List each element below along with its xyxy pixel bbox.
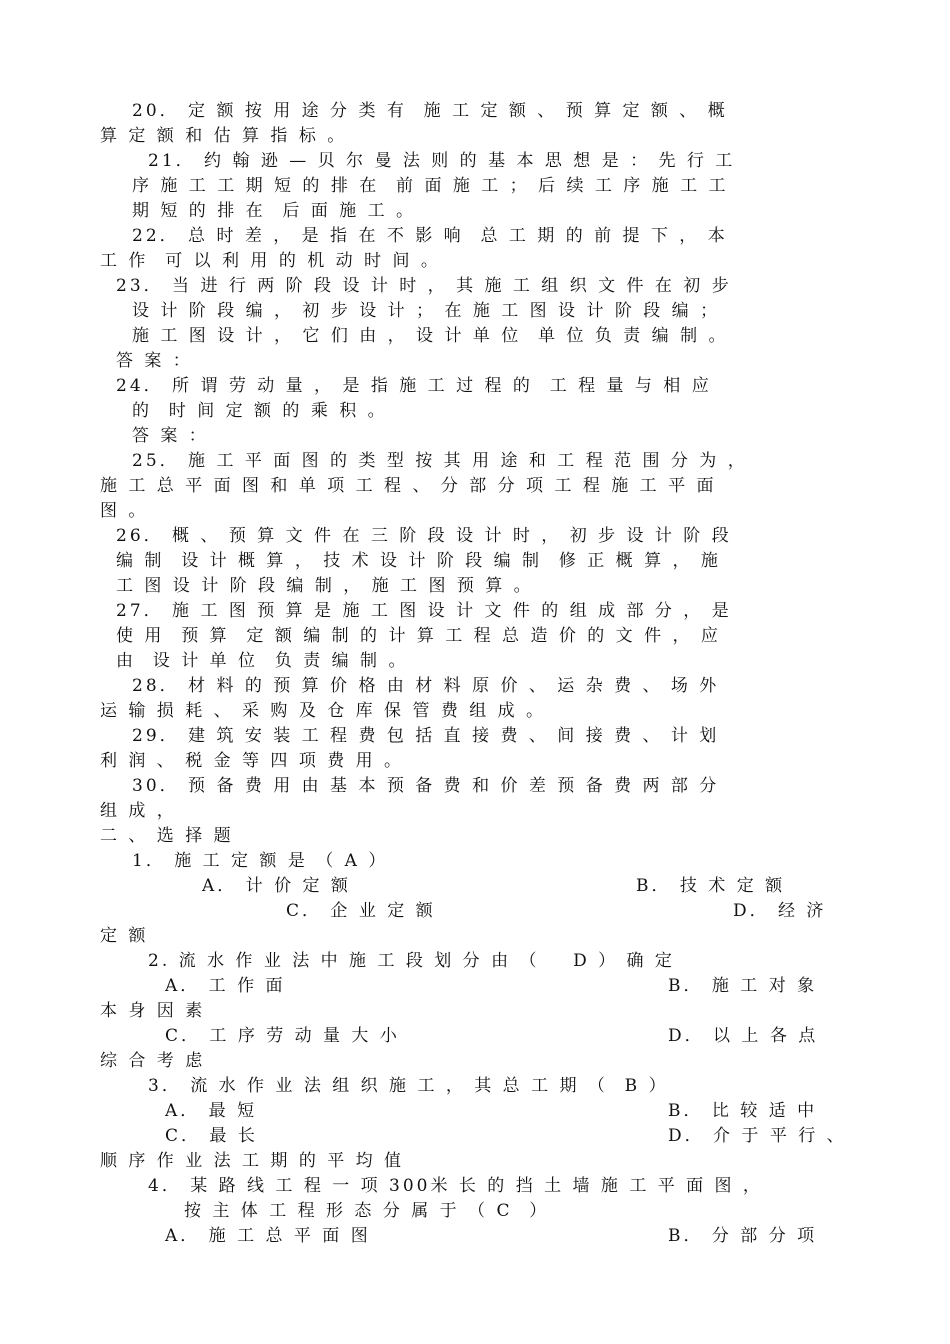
item-27-cont: 由 设 计 单 位 负 责 编 制 。 [116,651,409,671]
item-28: 28． 材 料 的 预 算 价 格 由 材 料 原 价 、 运 杂 费 、 场 外 [132,676,720,696]
text-line [0,249,950,274]
text-line [0,124,950,149]
text-line [0,599,950,624]
option-d-cont: 综 合 考 虑 [100,1051,206,1071]
text-line [0,474,950,499]
text-line [0,624,950,649]
item-29: 29． 建 筑 安 装 工 程 费 包 括 直 接 费 、 间 接 费 、 计 划 [132,726,720,746]
item-23-cont: 施 工 图 设 计 ， 它 们 由 ， 设 计 单 位 单 位 负 责 编 制 。 [132,326,729,346]
item-21-cont: 序 施 工 工 期 短 的 排 在 前 面 施 工 ； 后 续 工 序 施 工 工 [132,176,729,196]
item-25: 25． 施 工 平 面 图 的 类 型 按 其 用 途 和 工 程 范 围 分 为 ， [132,451,748,471]
item-20-cont: 算 定 额 和 估 算 指 标 。 [100,126,348,146]
item-23: 23． 当 进 行 两 阶 段 设 计 时 ， 其 施 工 组 织 文 件 在 初 步 [116,276,732,296]
text-line [0,749,950,774]
text-line [0,274,950,299]
text-line [0,1199,950,1224]
question-4: 4． 某 路 线 工 程 一 项 300米 长 的 挡 土 墙 施 工 平 面 图 ， [148,1176,763,1196]
text-line [0,999,950,1024]
text-line [0,324,950,349]
text-line [0,849,950,874]
text-line [0,574,950,599]
option-a: A． 最 短 [165,1101,258,1121]
item-24-cont: 的 时 间 定 额 的 乘 积 。 [132,401,388,421]
item-23-cont: 设 计 阶 段 编 ， 初 步 设 计 ； 在 施 工 图 设 计 阶 段 编 ； [132,301,721,321]
text-line [0,949,950,974]
question-2: 2. 流 水 作 业 法 中 施 工 段 划 分 由 （ D ） 确 定 [148,951,675,971]
text-line [0,824,950,849]
item-24: 24． 所 谓 劳 动 量 ， 是 指 施 工 过 程 的 工 程 量 与 相 应 [116,376,712,396]
option-d-cont: 顺 序 作 业 法 工 期 的 平 均 值 [100,1151,405,1171]
item-27-cont: 使 用 预 算 定 额 编 制 的 计 算 工 程 总 造 价 的 文 件 ， 应 [116,626,721,646]
option-b: B． 施 工 对 象 [668,976,818,996]
text-line [0,424,950,449]
text-line [0,924,950,949]
text-line [0,974,950,999]
option-a: A． 工 作 面 [165,976,286,996]
item-27: 27． 施 工 图 预 算 是 施 工 图 设 计 文 件 的 组 成 部 分 ， 是 [116,601,732,621]
text-line [0,724,950,749]
answer-label: 答 案 ： [116,351,193,371]
text-line [0,699,950,724]
question-4-cont: 按 主 体 工 程 形 态 分 属 于 （ C ） [184,1201,550,1221]
text-line [0,449,950,474]
item-21: 21． 约 翰 逊 — 贝 尔 曼 法 则 的 基 本 思 想 是 ： 先 行 工 [148,151,736,171]
item-21-cont: 期 短 的 排 在 后 面 施 工 。 [132,201,417,221]
text-line [0,224,950,249]
option-d: D． 以 上 各 点 [668,1026,819,1046]
text-line [0,399,950,424]
item-25-cont: 图 。 [100,501,149,521]
text-line [0,1174,950,1199]
item-30-cont: 组 成 ， [100,801,177,821]
item-22-cont: 工 作 可 以 利 用 的 机 动 时 间 。 [100,251,441,271]
item-29-cont: 利 润 、 税 金 等 四 项 费 用 。 [100,751,405,771]
text-line [0,649,950,674]
option-a: A． 计 价 定 额 [202,876,351,896]
item-26-cont: 编 制 设 计 概 算 ， 技 术 设 计 阶 段 编 制 修 正 概 算 ， 施 [116,551,721,571]
text-line [0,1124,950,1149]
option-b: B． 分 部 分 项 [668,1226,818,1246]
section-heading: 二 、 选 择 题 [100,826,234,846]
option-d-cont: 定 额 [100,926,149,946]
item-30: 30． 预 备 费 用 由 基 本 预 备 费 和 价 差 预 备 费 两 部 分 [132,776,720,796]
text-line [0,1149,950,1174]
text-line [0,199,950,224]
option-c: C． 最 长 [165,1126,258,1146]
option-d: D． 介 于 平 行 、 [668,1126,847,1146]
text-line [0,874,950,899]
text-line [0,349,950,374]
text-line [0,899,950,924]
text-line [0,799,950,824]
question-1: 1． 施 工 定 额 是 （ A ） [132,851,389,871]
option-b: B． 技 术 定 额 [636,876,786,896]
option-d: D． 经 济 [733,901,827,921]
text-line [0,1074,950,1099]
text-line [0,1099,950,1124]
text-line [0,149,950,174]
text-line [0,524,950,549]
item-22: 22． 总 时 差 ， 是 指 在 不 影 响 总 工 期 的 前 提 下 ， 本 [132,226,728,246]
text-line [0,674,950,699]
item-26-cont: 工 图 设 计 阶 段 编 制 ， 施 工 图 预 算 。 [116,576,534,596]
text-line [0,99,950,124]
question-3: 3． 流 水 作 业 法 组 织 施 工 ， 其 总 工 期 （ B ） [148,1076,669,1096]
item-25-cont: 施 工 总 平 面 图 和 单 项 工 程 、 分 部 分 项 工 程 施 工 平 面 [100,476,717,496]
text-line [0,1024,950,1049]
text-line [0,549,950,574]
option-b-cont: 本 身 因 素 [100,1001,206,1021]
item-20: 20． 定 额 按 用 途 分 类 有 施 工 定 额 、 预 算 定 额 、 概 [132,101,728,121]
text-line [0,174,950,199]
item-28-cont: 运 输 损 耗 、 采 购 及 仓 库 保 管 费 组 成 。 [100,701,547,721]
text-line [0,1049,950,1074]
text-line [0,774,950,799]
text-line [0,1224,950,1249]
answer-label: 答 案 ： [132,426,209,446]
option-c: C． 工 序 劳 动 量 大 小 [165,1026,400,1046]
text-line [0,499,950,524]
option-c: C． 企 业 定 额 [286,901,436,921]
item-26: 26． 概 、 预 算 文 件 在 三 阶 段 设 计 时 ， 初 步 设 计 阶 段 [116,526,732,546]
text-line [0,299,950,324]
option-a: A． 施 工 总 平 面 图 [165,1226,371,1246]
option-b: B． 比 较 适 中 [668,1101,818,1121]
text-line [0,374,950,399]
